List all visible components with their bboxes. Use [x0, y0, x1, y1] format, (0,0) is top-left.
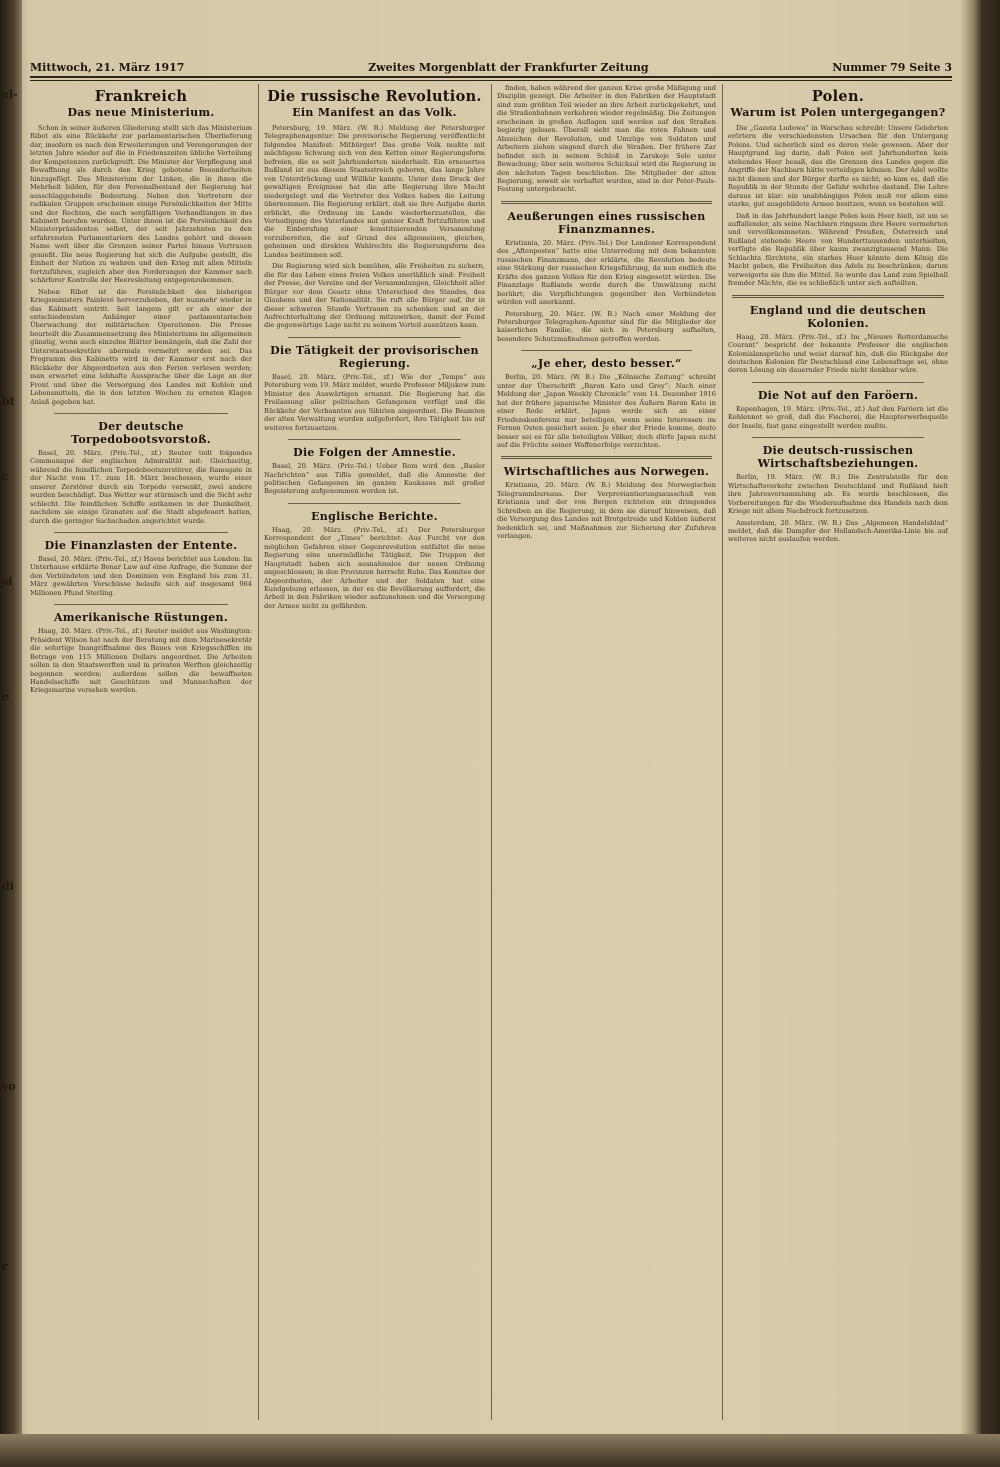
- section-heading: Polen.: [811, 88, 865, 105]
- divider: [521, 350, 692, 351]
- divider: [54, 532, 228, 533]
- divider: [288, 337, 461, 338]
- article-text: Haag, 20. März. (Priv.-Tel., zf.) Im „Nieuwe Rotterdamsche Courant“ bespricht der bekannte Professor die englischen Kolonialansprüche und weist darauf hin, daß die Rückgabe der deutschen Kolonien für Deutschland eine Lebensfrage sei, ohne deren Lösung ein dauernder Friede nicht denkbar wäre.: [728, 332, 948, 375]
- article-text: Berlin, 20. März. (W. B.) Die „Kölnische Zeitung“ schreibt unter der Überschrift „Baron Kato und Grey“: Nach einer Meldung der „Japan Weekly Chronicle“ vom 14. Dezember 1916 hat der frühere japanische Minister des Äußern Baron Kato in einer Rede erklärt, Japan werde sich an einer Friedenskonferenz nur beteiligen, wenn seine Interessen im Fernen Osten gesichert seien. Je eher der Friede komme, desto besser sei es für alle beteiligten Völker, doch dürfe Japan nicht auf die Früchte seiner Waffenerfolge verzichten.: [497, 373, 716, 449]
- article-text: Schon in seiner äußeren Gliederung stellt sich das Ministerium Ribot als eine Rückkehr zur parlamentarischen Überlieferung dar, insofern es nach den Erweiterungen und Verengerungen der letzten Jahre wieder auf die in Friedenszeiten übliche Verteilung der Kompetenzen zurückgreift. Die Minister der Verpflegung und Bewaffnung als durch den Krieg gebotene Besonderheiten hinzugefügt. Das Ministerium der Linken, die in ihnen die Mehrheit bilden, für den Personalbestand der Regierung hat ausschlaggebende Bedeutung. Neben den Vertretern der radikalen Gruppen erscheinen einige Persönlichkeiten der Mitte und der Rechten, die nach sorgfältigen Verhandlungen in das Kabinett berufen wurden. Unter ihnen ist die Persönlichkeit des Ministerpräsidenten selbst, der seit Jahrzehnten zu den erfahrensten Parlamentariern des Landes gehört und dessen Name weit über die Grenzen seiner Partei hinaus Vertrauen genießt. Die neue Regierung hat sich die Aufgabe gestellt, die Einheit der Nation zu wahren und den Krieg mit allen Mitteln fortzuführen, zugleich aber den Forderungen der Kammer nach schärferer Kontrolle der Heeresleitung entgegenzukommen.: [30, 124, 252, 285]
- section-subheading: Das neue Ministerium.: [67, 106, 215, 119]
- divider: [501, 456, 712, 459]
- section-heading: Wirtschaftliches aus Norwegen.: [503, 465, 710, 479]
- article-text: Kopenhagen, 19. März. (Priv.-Tel., zf.) Auf den Faröern ist die Kohlennot so groß, daß die Fischerei, die Haupterwerbsquelle der Inseln, fast ganz eingestellt werden mußte.: [728, 404, 948, 430]
- margin-letter: c: [2, 470, 9, 483]
- head-rule: [30, 76, 952, 81]
- column-rule: [722, 84, 723, 1420]
- article-text: Kristiania, 20. März. (Priv.-Tel.) Der Londoner Korrespondent des „Aftenposten“ hatte eine Unterredung mit dem bekannten russischen Finanzmann, der erklärte, die Revolution bedeute eine Stärkung der russischen Kriegsführung, da nun endlich die Kräfte des ganzen Volkes für den Krieg eingesetzt würden. Die Finanzlage Rußlands werde durch die Umwälzung nicht berührt; die Verpflichtungen gegenüber den Verbündeten würden voll anerkannt.: [497, 238, 716, 307]
- divider: [752, 437, 924, 438]
- section-heading: Die Not auf den Faröern.: [757, 388, 919, 402]
- issue-date: Mittwoch, 21. März 1917: [30, 61, 185, 74]
- divider: [54, 413, 228, 414]
- divider: [54, 604, 228, 605]
- margin-letter: vo: [2, 1080, 16, 1093]
- column-1: [30, 84, 252, 1420]
- section-heading: Die russische Revolution.: [267, 88, 482, 105]
- newspaper-page: [22, 40, 952, 1430]
- section-heading: Der deutsche Torpedobootsvorstoß.: [71, 419, 211, 446]
- article-text: Neben Ribot ist die Persönlichkeit des bisherigen Kriegsministers Painlevé hervorzuheben, der nunmehr wieder in das Kabinett eintritt. Seit langem gilt er als einer der entschiedensten Anhänger einer parlamentarischen Überwachung der militärischen Operationen. Die Presse beurteilt die Zusammensetzung des Ministeriums im allgemeinen günstig, wenn auch einzelne Blätter bemängeln, daß die Zahl der Unterstaatssekretäre abermals vermehrt worden sei. Das Programm des Kabinetts wird in der Kammer erst nach der Rückkehr der Abgeordneten aus den Ferien verlesen werden; man erwartet eine lebhafte Aussprache über die Lage an der Front und über die Versorgung des Landes mit Kohlen und Lebensmitteln, die in den letzten Wochen zu ernsten Klagen Anlaß gegeben hat.: [30, 287, 252, 406]
- column-4: [728, 84, 948, 1420]
- section-heading: Die deutsch-russischen Wirtschaftsbeziehungen.: [757, 444, 919, 471]
- article-text: Basel, 20. März. (Priv.-Tel., zf.) Wie der „Temps“ aus Petersburg vom 19. März meldet, wurde Professor Miljukow zum Minister des Auswärtigen ernannt. Die Regierung hat die Freilassung aller politischen Gefangenen verfügt und die Rückkehr der Verbannten aus Sibirien angeordnet. Die Beamten der alten Verwaltung wurden aufgefordert, ihre Tätigkeit bis auf weiteres fortzusetzen.: [264, 372, 485, 432]
- section-heading: England und die deutschen Kolonien.: [749, 303, 927, 330]
- article-text: Basel, 20. März. (Priv.-Tel., zf.) Havas berichtet aus London: Im Unterhause erklärte Bonar Law auf eine Anfrage, die Summe der den Verbündeten und den Dominien von England bis zum 31. März gewährten Vorschüsse belaufe sich auf insgesamt 964 Millionen Pfund Sterling.: [30, 555, 252, 597]
- section-heading: Die Folgen der Amnestie.: [293, 446, 456, 460]
- article-text: Kristiania, 20. März. (W. B.) Meldung des Norwegischen Telegrammbureaus. Der Verproviantierungsausschuß von Kristiania und der von Bergen richteten ein dringendes Schreiben an die Regierung, in dem sie darauf hinweisen, daß die Versorgung des Landes mit Brotgetreide und Kohlen äußerst bedenklich sei, und Maßnahmen zur Sicherung der Zufuhren verlangen.: [497, 481, 716, 541]
- running-head: [30, 58, 952, 74]
- article-text: Berlin, 19. März. (W. B.) Die Zentralstelle für den Wirtschaftsverkehr zwischen Deutschland und Rußland hielt ihre Jahresversammlung ab. Es wurde beschlossen, die Vorbereitungen für die Wiederaufnahme des Handels nach dem Kriege mit allem Nachdruck fortzusetzen.: [728, 473, 948, 516]
- column-rule: [258, 84, 259, 1420]
- section-heading: Aeußerungen eines russischen Finanzmannes.: [507, 209, 706, 236]
- article-text: Petersburg, 19. März. (W. B.) Meldung der Petersburger Telegraphenagentur: Die provisorische Regierung veröffentlicht folgendes Manifest: Mitbürger! Das große Volk mußte mit mächtigem Schwung sich von den Ketten einer Regierungsform befreien, die es seit Jahrhunderten niederhielt. Ein erneuertes Rußland ist aus diesem Staatsstreich geboren, das lange Jahre von Unterdrückung und Willkür kannte. Unter dem Druck der gewaltigen Ereignisse hat die alte Regierung ihre Macht niedergelegt und die Vertreter des Volkes haben die Leitung übernommen. Die Regierung erklärt, daß sie ihre Aufgabe darin erblickt, die Ordnung im Lande wiederherzustellen, die Verteidigung des Vaterlandes mit ganzer Kraft fortzuführen und die Einberufung einer konstituierenden Versammlung vorzubereiten, die auf Grund des allgemeinen, gleichen, geheimen und direkten Wahlrechts die Regierungsform des Landes bestimmen soll.: [264, 124, 485, 259]
- adjacent-page-edge: [0, 0, 22, 1467]
- section-heading: Die Tätigkeit der provisorischen Regierung.: [270, 343, 479, 370]
- column-3: [497, 84, 716, 1420]
- divider: [288, 503, 461, 504]
- column-rule: [491, 84, 492, 1420]
- margin-letter: bt: [2, 395, 15, 408]
- divider: [288, 439, 461, 440]
- margin-letter: r: [2, 1260, 8, 1273]
- scan-bottom-edge: [0, 1434, 1000, 1467]
- margin-letter: el-: [2, 88, 18, 101]
- publication-title: Zweites Morgenblatt der Frankfurter Zeitung: [368, 61, 649, 74]
- section-heading: Amerikanische Rüstungen.: [54, 611, 228, 625]
- margin-letter: di: [2, 880, 14, 893]
- article-text: Die Regierung wird sich bemühen, alle Freiheiten zu sichern, die für das Leben eines freien Volkes unerläßlich sind: Freiheit der Presse, der Vereine und der Versammlungen, Gleichheit aller Bürger vor dem Gesetz ohne Unterschied des Standes, des Glaubens und der Nationalität. Sie ruft alle Bürger auf, ihr in dieser schweren Stunde Vertrauen zu schenken und an der Aufrechterhaltung der Ordnung mitzuwirken, damit der Feind die gegenwärtige Lage nicht zu seinem Vorteil ausnützen kann.: [264, 262, 485, 330]
- article-text: Basel, 20. März. (Priv.-Tel.) Ueber Rom wird den „Basler Nachrichten“ aus Tiflis gemeldet, daß die Amnestie der politischen Gefangenen im ganzen Kaukasus mit großer Begeisterung aufgenommen worden ist.: [264, 462, 485, 496]
- margin-letter: si: [2, 575, 13, 588]
- margin-letter: e: [2, 690, 9, 703]
- section-heading: „Je eher, desto besser.“: [531, 357, 682, 371]
- section-subheading: Ein Manifest an das Volk.: [292, 106, 457, 119]
- article-text: Amsterdam, 20. März. (W. B.) Das „Algemeen Handelsblad“ meldet, daß die Dampfer der Hollandsch-Amerika-Linie bis auf weiteres nicht auslaufen werden.: [728, 518, 948, 544]
- article-text: Daß in das Jahrhundert lange Polen kein Heer hielt, ist um so auffallender, als seine Nachbarn ringsum ihre Heere vermehrten und vervollkommneten. Während Preußen, Österreich und Rußland stehende Heere von Hunderttausenden unterhielten, verfügte die Republik über kaum zwanzigtausend Mann. Die Schlachta fürchtete, ein starkes Heer könnte dem König die Macht geben, die Freiheiten des Adels zu beschränken; darum verweigerte sie ihm die Mittel. So wurde das Land zum Spielball fremder Mächte, die es schließlich unter sich aufteilten.: [728, 211, 948, 288]
- article-text: Haag, 20. März. (Priv.-Tel., zf.) Der Petersburger Korrespondent der „Times“ berichtet: Aus Furcht vor den möglichen Gefahren einer Gegenrevolution entfaltet die neue Regierung eine unermüdliche Tätigkeit. Die Truppen der Hauptstadt haben sich ausnahmslos der neuen Ordnung angeschlossen; in den Provinzen herrscht Ruhe. Das Komitee der Abgeordneten, der Arbeiter und der Soldaten hat eine Kundgebung erlassen, in der es die Bevölkerung auffordert, die Arbeit in den Fabriken wieder aufzunehmen und die Versorgung der Armee nicht zu gefährden.: [264, 525, 485, 610]
- divider: [732, 295, 944, 298]
- divider: [752, 382, 924, 383]
- article-text: finden, haben während der ganzen Krise große Mäßigung und Disziplin gezeigt. Die Arbeiter in den Fabriken der Hauptstadt sind zum größten Teil wieder an ihre Arbeit zurückgekehrt, und die Straßenbahnen verkehren wieder regelmäßig. Die Zeitungen erscheinen in großen Auflagen und werden auf den Straßen begierig gelesen. Überall sieht man die roten Fahnen und Abzeichen der Revolution, und Umzüge von Soldaten und Arbeitern ziehen singend durch die Straßen. Der frühere Zar befindet sich in seinem Schloß in Zarskoje Selo unter Bewachung; über sein weiteres Schicksal wird die Regierung in den nächsten Tagen beschließen. Die Mitglieder der alten Regierung, soweit sie verhaftet wurden, sind in der Peter-Pauls-Festung untergebracht.: [497, 84, 716, 194]
- section-heading: Englische Berichte.: [311, 509, 438, 523]
- article-text: Haag, 20. März. (Priv.-Tel., zf.) Reuter meldet aus Washington: Präsident Wilson hat nach der Beratung mit dem Marinesekretär die sofortige Inangriffnahme des Baues von Kriegsschiffen im Betrage von 115 Millionen Dollars angeordnet. Die Arbeiten sollen in den Staatswerften und in privaten Werften gleichzeitig begonnen werden; außerdem sollen die bewaffneten Handelsschiffe mit Geschützen und Mannschaften der Kriegsmarine versehen werden.: [30, 627, 252, 695]
- section-heading: Frankreich: [94, 88, 188, 105]
- article-text: Basel, 20. März. (Priv.-Tel., zf.) Reuter teilt folgendes Communiqué der englischen Admiralität mit: Gleichzeitig, während die feindlichen Torpedobootszerstörer, die Ramsgate in der Nacht vom 17. zum 18. März beschossen, wurde einer unserer Zerstörer durch ein Torpedo versenkt, zwei andere wurden beschädigt. Das Wetter war stürmisch und die Sicht sehr schlecht. Die feindlichen Schiffe entkamen in der Dunkelheit, nachdem sie einige Granaten auf die Stadt abgefeuert hatten, durch die geringer Sachschaden angerichtet wurde.: [30, 448, 252, 525]
- section-subheading: Warum ist Polen untergegangen?: [730, 106, 946, 119]
- section-heading: Die Finanzlasten der Entente.: [44, 539, 238, 553]
- divider: [501, 201, 712, 204]
- article-text: Die „Gazeta Ludowa“ in Warschau schreibt: Unsere Gelehrten erörtern die verschiedensten Ursachen für den Untergang Polens. Und sicherlich sind es deren viele gewesen. Aber der Hauptgrund lag darin, daß Polen seit Jahrhunderten kein stehendes Heer besaß, das die Grenzen des Landes gegen die Angriffe der Nachbarn hätte verteidigen können. Der Adel wollte nicht dienen und der Bürger durfte es nicht; so kam es, daß die Republik in der Stunde der Gefahr wehrlos dastand. Die Lehre daraus ist klar: ein unabhängiges Polen muß vor allem eine starke, gut ausgebildete Armee besitzen, wenn es bestehen will.: [728, 124, 948, 209]
- issue-number: Nummer 79 Seite 3: [832, 61, 952, 74]
- article-text: Petersburg, 20. März. (W. B.) Nach einer Meldung der Petersburger Telegraphen-Agentur sind für die Mitglieder der kaiserlichen Familie, die sich in Petersburg aufhalten, besondere Schutzmaßnahmen getroffen worden.: [497, 309, 716, 343]
- column-2: [264, 84, 485, 1420]
